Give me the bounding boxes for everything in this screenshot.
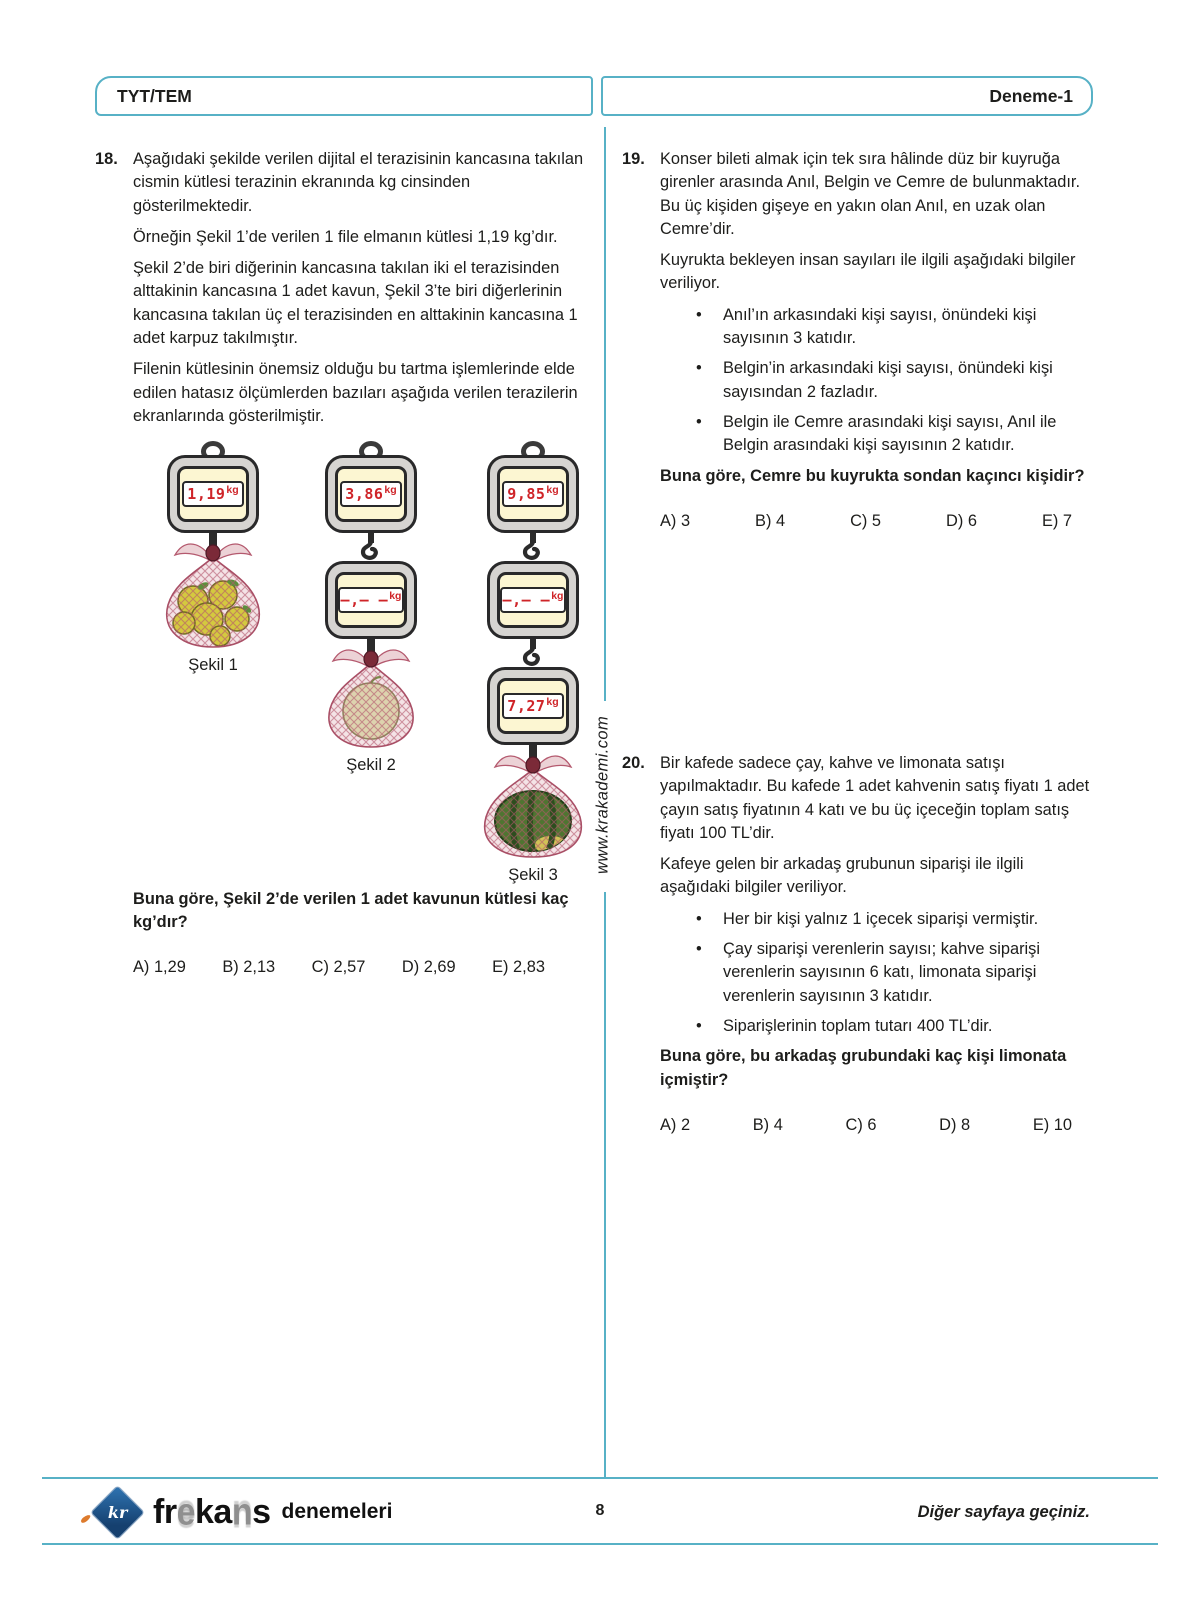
- figures-row: [157, 441, 593, 887]
- column-divider-bottom: [604, 892, 606, 1478]
- bullet-item: [696, 938, 1092, 1008]
- option-c: C) 2,57: [311, 958, 366, 977]
- bullet-text: Belgin’in arkasındaki kişi sayısı, önündeki kişi sayısından 2 fazladır.: [723, 359, 1053, 401]
- option-a: A) 3: [660, 511, 691, 530]
- scale-display-value: –,– –: [340, 590, 389, 609]
- figure-2: [319, 441, 423, 777]
- footer-bottom-rule: [42, 1543, 1158, 1545]
- bullet-text: Anıl’ın arkasındaki kişi sayısı, önündeki kişi sayısının 3 katıdır.: [723, 305, 1037, 348]
- scale-display: [338, 587, 404, 613]
- scale-display-unit: kg: [389, 589, 402, 602]
- scale-display-unit: kg: [546, 695, 559, 708]
- scale-face: [497, 572, 569, 628]
- bullet-item: [696, 304, 1092, 351]
- bullet-dot: [696, 411, 723, 458]
- bullet-dot: [696, 1015, 723, 1038]
- scale-display: [500, 587, 566, 613]
- bullet-list: [660, 304, 1092, 458]
- question-paragraph: Şekil 2’de biri diğerinin kancasına takılan iki el terazisinden alttakinin kancasına 1 adet kavun, Şekil 3’te biri diğerlerinin kancasına takılan üç el terazisinden en alttakinin kancasına 1 adet karpuz takılmıştır.: [133, 259, 578, 348]
- bullet-text: Belgin ile Cemre arasındaki kişi sayısı, Anıl ile Belgin arasındaki kişi sayısının 2 katıdır.: [723, 412, 1057, 455]
- apples-net-bag-illustration: [157, 531, 269, 651]
- question-prompt: Buna göre, bu arkadaş grubundaki kaç kişi limonata içmiştir?: [660, 1047, 1067, 1089]
- brand-letter-stylized: n: [231, 1490, 253, 1533]
- option-b: B) 2,13: [222, 958, 276, 977]
- option-e: E) 2,83: [492, 958, 545, 977]
- option-b: B) 4: [755, 511, 786, 530]
- scale-display: [182, 481, 243, 507]
- watermark-url: www.krakademi.com: [593, 715, 612, 875]
- question-paragraph: Filenin kütlesinin önemsiz olduğu bu tartma işlemlerinde elde edilen hatasız ölçümlerden bazıları aşağıda verilen terazilerin ekranlarında gösterilmiştir.: [133, 360, 578, 425]
- bullet-dot: [696, 357, 723, 404]
- exam-name-label: Deneme-1: [989, 85, 1073, 106]
- question-number: 19.: [622, 150, 645, 168]
- scale-face: [177, 466, 249, 522]
- hand-scale: [487, 667, 579, 745]
- question-paragraph: Kuyrukta bekleyen insan sayıları ile ilgili aşağıdaki bilgiler veriliyor.: [660, 251, 1076, 293]
- exam-type-label: TYT/TEM: [117, 85, 192, 106]
- scale-display-value: –,– –: [502, 590, 551, 609]
- scale-face: [497, 678, 569, 734]
- option-d: D) 8: [939, 1115, 971, 1134]
- question-paragraph: Örneğin Şekil 1’de verilen 1 file elmanın kütlesi 1,19 kg’dır.: [133, 227, 558, 246]
- option-e: E) 7: [1041, 511, 1072, 530]
- figure-3: [473, 441, 593, 887]
- question-18: [95, 148, 584, 979]
- figure-1: [157, 441, 269, 677]
- option-d: D) 6: [946, 511, 977, 530]
- hand-scale: [167, 455, 259, 533]
- hook-connector-icon: [358, 532, 384, 562]
- footer-top-rule: [42, 1477, 1158, 1479]
- option-a: A) 1,29: [133, 958, 186, 977]
- hand-scale: [325, 561, 417, 639]
- hook-connector-icon: [520, 532, 546, 562]
- hand-scale: [487, 561, 579, 639]
- scale-display-value: 7,27: [507, 696, 546, 715]
- scale-display-unit: kg: [384, 483, 397, 496]
- scale-display-value: 9,85: [507, 484, 546, 503]
- question-number: 18.: [95, 150, 118, 168]
- bullet-dot: [696, 908, 723, 931]
- scale-display: [502, 481, 563, 507]
- question-20: [622, 752, 1092, 1137]
- watermelon-net-bag-illustration: [473, 743, 593, 861]
- brand-letter-stylized: e: [176, 1490, 195, 1533]
- melon-net-bag-illustration: [319, 637, 423, 751]
- question-paragraph: Aşağıdaki şekilde verilen dijital el terazisinin kancasına takılan cismin kütlesi terazinin ekranında kg cinsinden gösterilmektedir.: [133, 150, 584, 215]
- scale-face: [335, 572, 407, 628]
- header-right-box: [601, 76, 1093, 116]
- scale-display-value: 3,86: [345, 484, 384, 503]
- hook-connector-icon: [520, 638, 546, 668]
- figure-caption: Şekil 3: [508, 866, 558, 885]
- bullet-dot: [696, 938, 723, 1008]
- bullet-item: [696, 411, 1092, 458]
- answer-options: [660, 510, 1072, 533]
- scale-display-value: 1,19: [187, 484, 226, 503]
- brand-letter: ka: [194, 1492, 232, 1531]
- scale-display-unit: kg: [546, 483, 559, 496]
- scale-display-unit: kg: [226, 483, 239, 496]
- bullet-text: Siparişlerinin toplam tutarı 400 TL’dir.: [723, 1016, 993, 1035]
- bullet-list: [660, 908, 1092, 1038]
- question-19: [622, 148, 1092, 533]
- option-c: C) 5: [850, 511, 882, 530]
- question-body: [660, 752, 1092, 1137]
- option-d: D) 2,69: [401, 958, 456, 977]
- figure-caption: Şekil 2: [346, 756, 396, 775]
- option-e: E) 10: [1032, 1115, 1072, 1134]
- brand-monogram: kr: [107, 1502, 128, 1522]
- option-b: B) 4: [752, 1115, 783, 1134]
- question-number: 20.: [622, 754, 645, 772]
- column-divider-top: [604, 127, 606, 701]
- bullet-dot: [696, 304, 723, 351]
- scale-face: [497, 466, 569, 522]
- bullet-text: Çay siparişi verenlerin sayısı; kahve siparişi verenlerin sayısının 6 katı, limonata siparişi verenlerin sayısının 3 katıdır.: [723, 940, 1041, 1005]
- question-prompt: Buna göre, Şekil 2’de verilen 1 adet kavunun kütlesi kaç kg’dır?: [133, 889, 569, 931]
- bullet-item: [696, 908, 1092, 931]
- brand-letter: fr: [153, 1492, 177, 1531]
- scale-face: [335, 466, 407, 522]
- question-paragraph: Konser bileti almak için tek sıra hâlinde düz bir kuyruğa girenler arasında Anıl, Belgin ve Cemre de bulunmaktadır. Bu üç kişiden gişeye en yakın olan Anıl, en uzak olan Cemre’dir.: [660, 150, 1081, 238]
- hand-scale: [487, 455, 579, 533]
- question-body: [133, 148, 593, 979]
- brand-letter: s: [252, 1492, 271, 1531]
- answer-options: [660, 1114, 1072, 1137]
- figure-caption: Şekil 1: [188, 656, 238, 675]
- bullet-item: [696, 1015, 1092, 1038]
- hand-scale: [325, 455, 417, 533]
- bullet-text: Her bir kişi yalnız 1 içecek siparişi vermiştir.: [723, 909, 1039, 928]
- option-c: C) 6: [845, 1115, 877, 1134]
- answer-options: [133, 956, 545, 979]
- scale-display: [340, 481, 401, 507]
- bullet-item: [696, 357, 1092, 404]
- next-page-note: Diğer sayfaya geçiniz.: [917, 1503, 1090, 1521]
- question-paragraph: Kafeye gelen bir arkadaş grubunun siparişi ile ilgili aşağıdaki bilgiler veriliyor.: [660, 855, 1024, 897]
- page-number: 8: [595, 1502, 605, 1519]
- question-prompt: Buna göre, Cemre bu kuyrukta sondan kaçıncı kişidir?: [660, 466, 1085, 485]
- question-paragraph: Bir kafede sadece çay, kahve ve limonata satışı yapılmaktadır. Bu kafede 1 adet kahvenin satış fiyatı 1 adet çayın satış fiyatının 4 katı ve bu üç içeceğin toplam satış fiyatı 100 TL’dir.: [660, 754, 1090, 842]
- scale-display-unit: kg: [551, 589, 564, 602]
- scale-display: [502, 693, 563, 719]
- option-a: A) 2: [660, 1115, 691, 1134]
- question-body: [660, 148, 1092, 533]
- header-left-box: [95, 76, 593, 116]
- brand-suffix: denemeleri: [281, 1500, 393, 1523]
